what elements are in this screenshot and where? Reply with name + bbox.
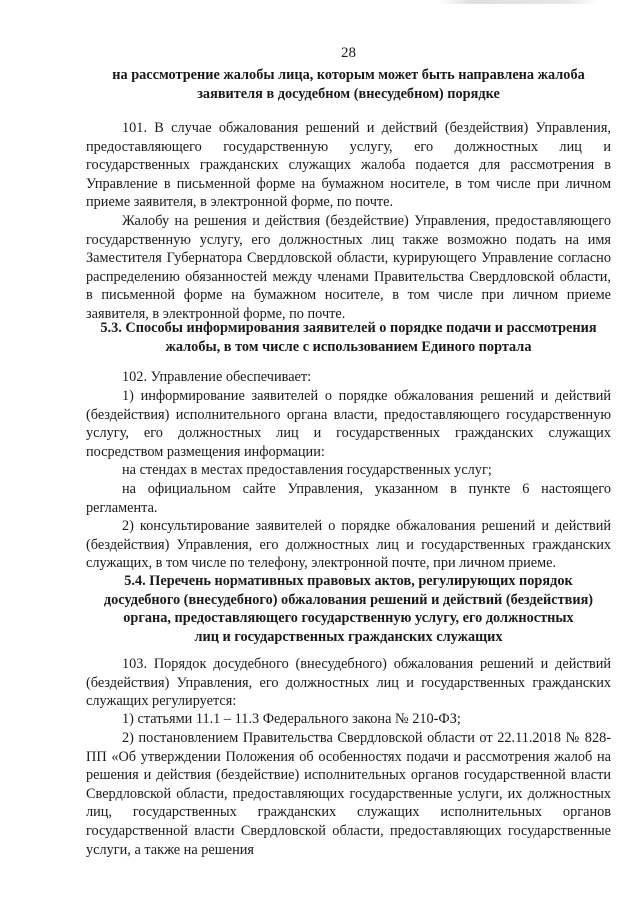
paragraph-103: 103. Порядок досудебного (внесудебного) обжалования решений и действий (бездействия) Управления, его должностных лиц и государственных гражданских служащих регулируется: xyxy=(86,656,611,710)
paragraph-101: 101. В случае обжалования решений и действий (бездействия) Управления, предоставляющего государственную услугу, его должностных лиц и государственных гражданских служащих жалоба подается для рассмотрения в Управление в письменной форме на бумажном носителе, в том числе при личном приеме заявителя, в электронной форме, по почте. xyxy=(86,120,611,211)
paragraph-102-item-2: 2) консультирование заявителей о порядке обжалования решений и действий (бездействия) Управления, его должностных лиц и государственных гражданских служащих, в том числе по телефону, электронной почте, при личном приеме. xyxy=(86,518,611,572)
heading-line: органа, предоставляющего государственную услугу, его должностных xyxy=(123,610,574,627)
paragraph-102-item-1a: на стендах в местах предоставления государственных услуг; xyxy=(122,462,492,478)
paragraph-103-item-2: 2) постановлением Правительства Свердловской области от 22.11.2018 № 828-ПП «Об утверждении Положения об особенностях подачи и рассмотрения жалоб на решения и действия (бездействие) исполнительных органов государственной власти Свердловской области, предоставляющих государственные услуги, их должностных лиц, государственных гражданских служащих исполнительных органов государственной власти Свердловской области, предоставляющих государственные услуги, а также на решения xyxy=(86,730,611,858)
paragraph-101-continued: Жалобу на решения и действия (бездействие) Управления, предоставляющего государственную услугу, его должностных лиц также возможно подать на имя Заместителя Губернатора Свердловской области, курирующего Управление согласно распределению обязанностей между членами Правительства Свердловской области, в письменной форме на бумажном носителе, в том числе при личном приеме заявителя, в электронной форме, по почте. xyxy=(86,213,611,322)
paragraph-102: 102. Управление обеспечивает: xyxy=(122,369,312,385)
heading-line: заявителя в досудебном (внесудебном) порядке xyxy=(197,85,500,102)
heading-5-4 xyxy=(86,572,611,646)
heading-line: 5.3. Способы информирования заявителей о порядке подачи и рассмотрения xyxy=(100,320,597,336)
heading-complaint-recipient xyxy=(86,66,611,103)
heading-line: досудебного (внесудебного) обжалования решений и действий (бездействия) xyxy=(103,591,594,608)
page-number: 28 xyxy=(341,45,356,61)
heading-line: 5.4. Перечень нормативных правовых актов, регулирующих порядок xyxy=(124,573,573,589)
paragraph-102-item-1b: на официальном сайте Управления, указанном в пункте 6 настоящего регламента. xyxy=(86,481,611,516)
heading-5-3 xyxy=(86,319,611,356)
scan-edge-mark xyxy=(440,0,600,4)
heading-line: лиц и государственных гражданских служащих xyxy=(194,628,503,645)
heading-line: жалобы, в том числе с использованием Единого портала xyxy=(165,338,532,355)
paragraph-103-item-1: 1) статьями 11.1 – 11.3 Федерального закона № 210-ФЗ; xyxy=(122,711,461,727)
heading-line: на рассмотрение жалобы лица, которым может быть направлена жалоба xyxy=(112,67,585,83)
paragraph-102-item-1: 1) информирование заявителей о порядке обжалования решений и действий (бездействия) исполнительного органа власти, предоставляющего государственную услугу, его должностных лиц и государственных гражданских служащих посредством размещения информации: xyxy=(86,388,611,460)
